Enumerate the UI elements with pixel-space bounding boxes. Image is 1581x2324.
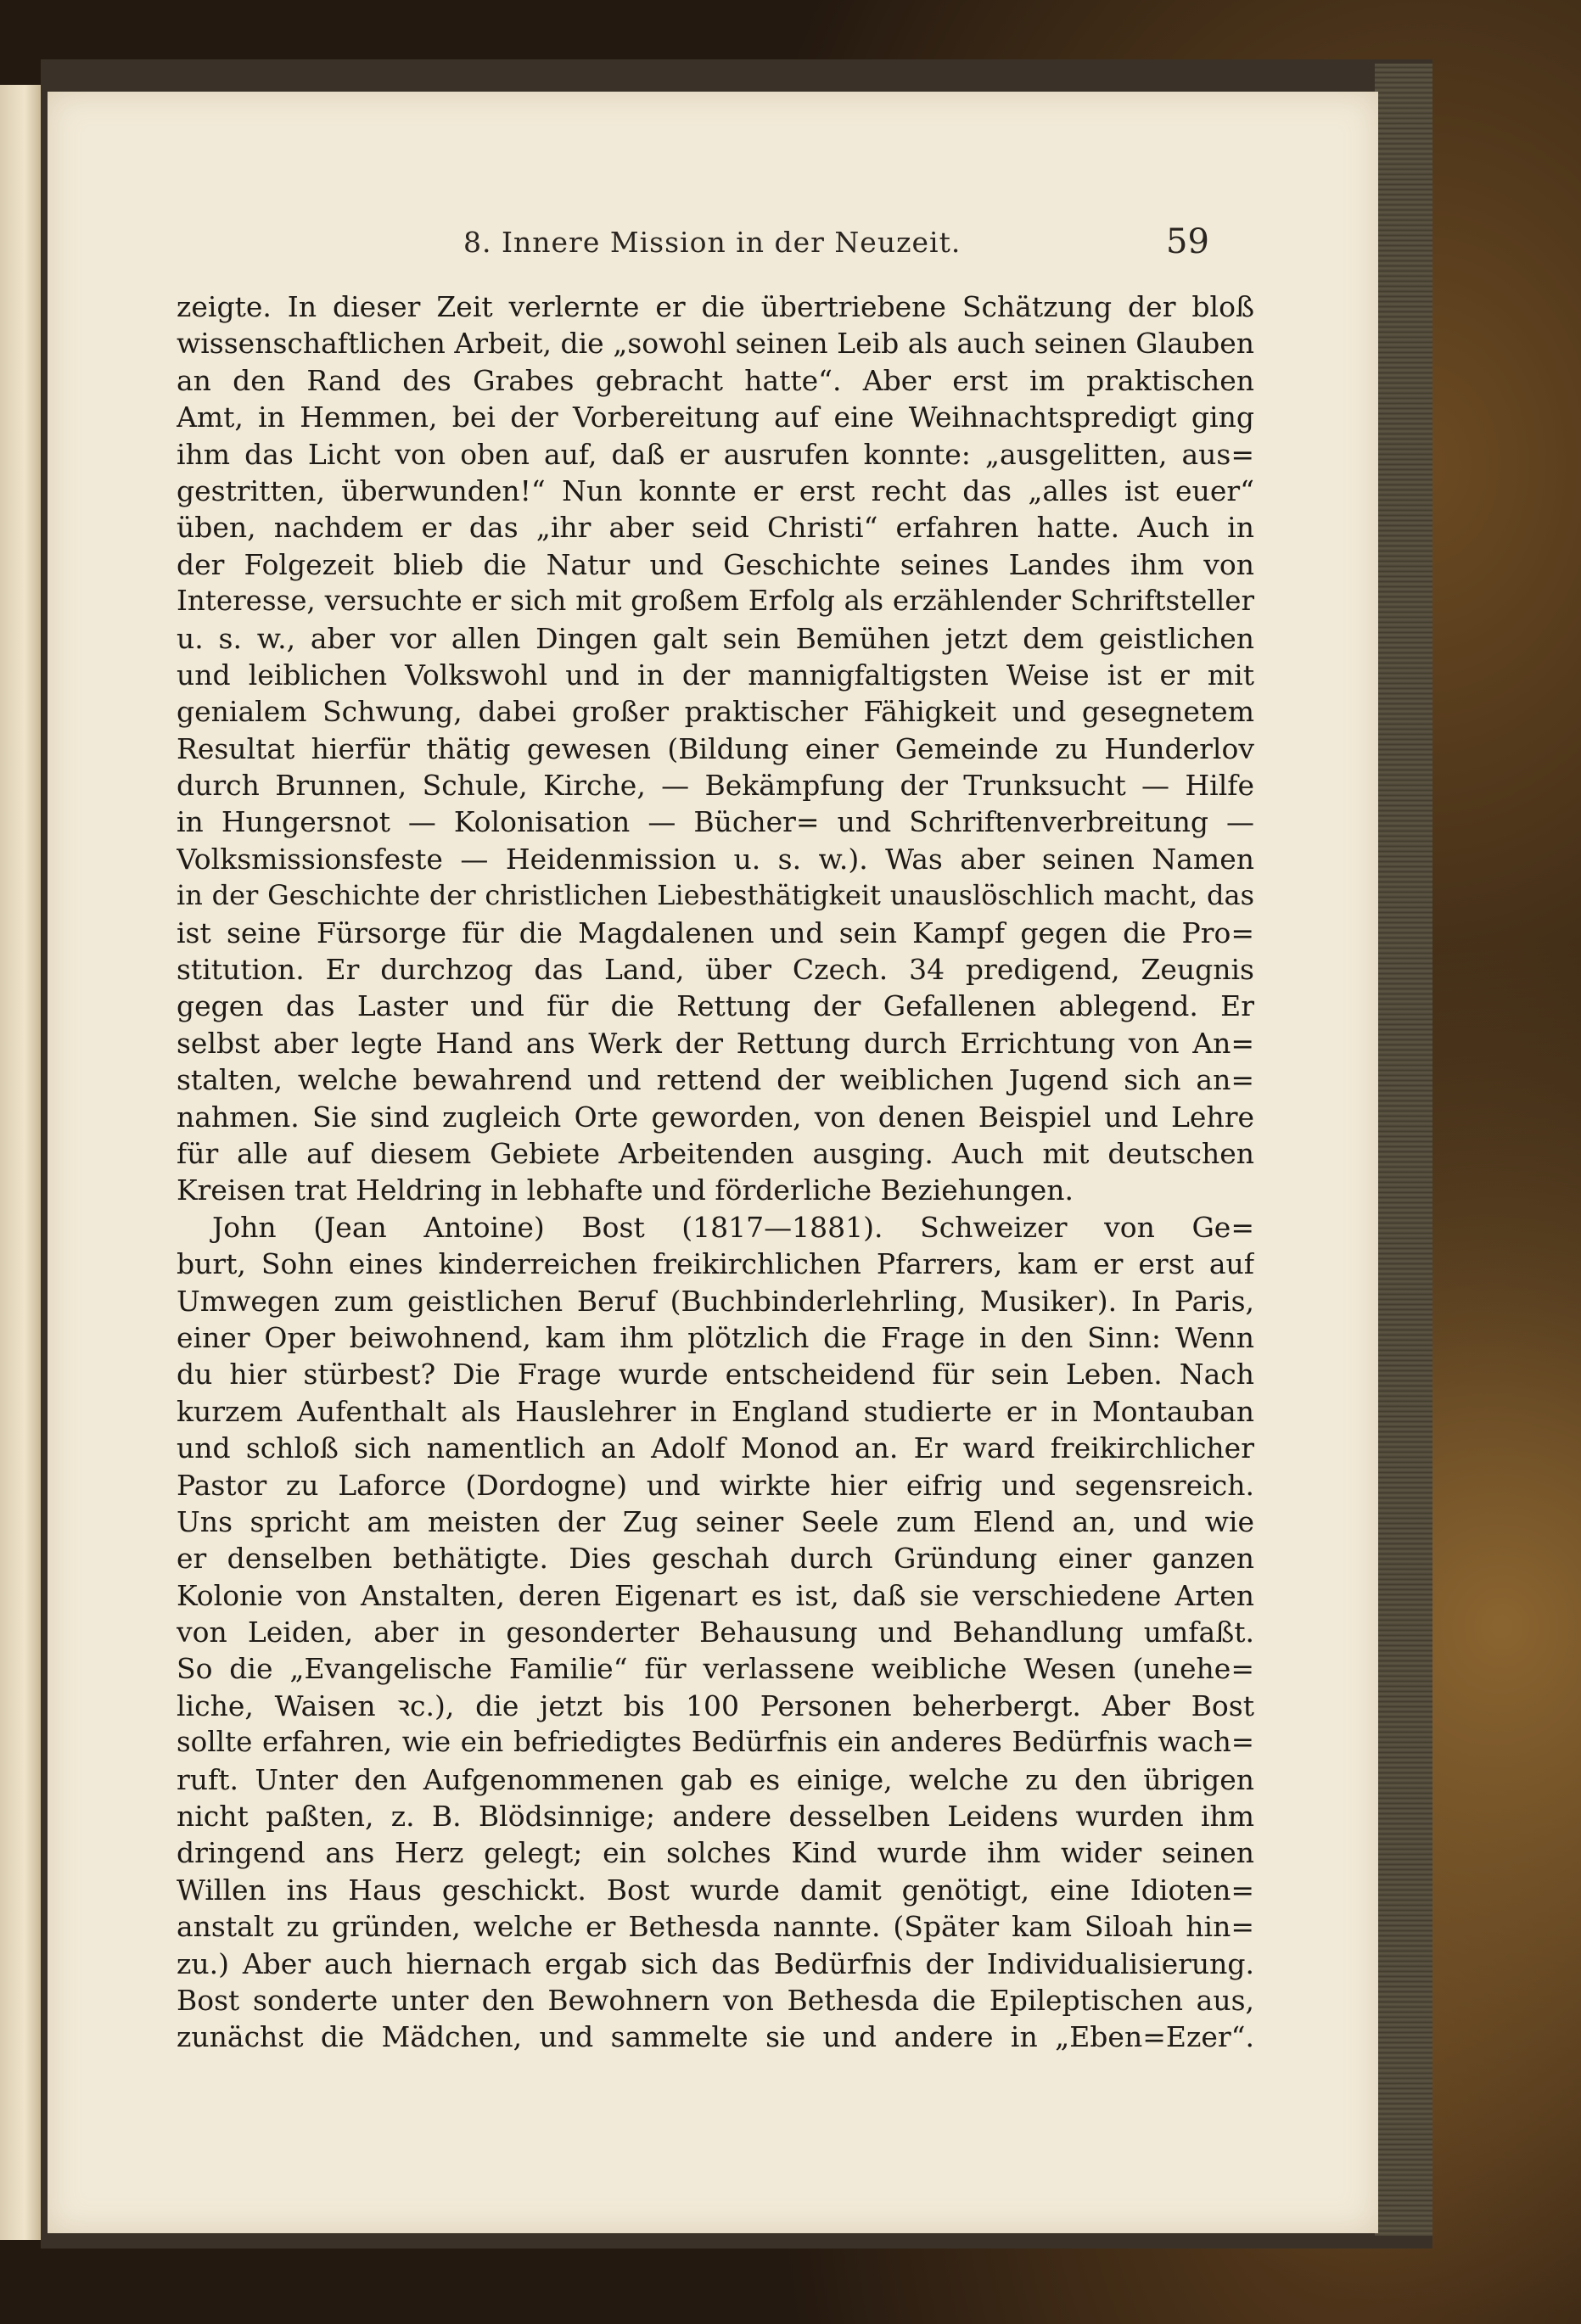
text-line: ihm das Licht von oben auf, daß er ausrufen konnte: „ausgelitten, aus= <box>177 437 1254 471</box>
running-header <box>48 221 1378 272</box>
text-line: selbst aber legte Hand ans Werk der Rettung durch Errichtung von An= <box>177 1026 1254 1060</box>
text-line: in Hungersnot — Kolonisation — Bücher= und Schriftenverbreitung — <box>177 805 1254 839</box>
text-line: Interesse, versuchte er sich mit großem Erfolg als erzählender Schriftsteller <box>177 585 1254 618</box>
text-line: Uns spricht am meisten der Zug seiner Seele zum Elend an, und wie <box>177 1504 1254 1538</box>
text-line: Kolonie von Anstalten, deren Eigenart es ist, daß sie verschiedene Arten <box>177 1578 1254 1612</box>
text-line: Willen ins Haus geschickt. Bost wurde damit genötigt, eine Idioten= <box>177 1873 1254 1907</box>
text-line: und leiblichen Volkswohl und in der mannigfaltigsten Weise ist er mit <box>177 658 1254 692</box>
text-line: sollte erfahren, wie ein befriedigtes Bedürfnis ein anderes Bedürfnis wach= <box>177 1726 1254 1759</box>
text-line: Kreisen trat Heldring in lebhafte und förderliche Beziehungen. <box>177 1173 1074 1207</box>
text-line: für alle auf diesem Gebiete Arbeitenden ausging. Auch mit deutschen <box>177 1136 1254 1170</box>
facing-page-edge <box>0 85 41 2240</box>
text-line: genialem Schwung, dabei großer praktischer Fähigkeit und gesegnetem <box>177 695 1254 729</box>
text-line: Pastor zu Laforce (Dordogne) und wirkte hier eifrig und segensreich. <box>177 1468 1254 1502</box>
text-line: üben, nachdem er das „ihr aber seid Christi“ erfahren hatte. Auch in <box>177 511 1254 545</box>
text-line: ist seine Fürsorge für die Magdalenen und sein Kampf gegen die Pro= <box>177 916 1254 949</box>
text-line: dringend ans Herz gelegt; ein solches Kind wurde ihm wider seinen <box>177 1836 1254 1870</box>
text-line: Volksmissionsfeste — Heidenmission u. s. w.). Was aber seinen Namen <box>177 842 1254 876</box>
text-line: Amt, in Hemmen, bei der Vorbereitung auf eine Weihnachtspredigt ging <box>177 400 1254 434</box>
text-line: gestritten, überwunden!“ Nun konnte er erst recht das „alles ist euer“ <box>177 473 1254 507</box>
text-line: du hier stürbest? Die Frage wurde entscheidend für sein Leben. Nach <box>177 1358 1254 1392</box>
text-line: liche, Waisen ꝛc.), die jetzt bis 100 Personen beherbergt. Aber Bost <box>177 1688 1254 1722</box>
text-line: zunächst die Mädchen, und sammelte sie und andere in „Eben=Ezer“. <box>177 2020 1254 2054</box>
text-line: an den Rand des Grabes gebracht hatte“. Aber erst im praktischen <box>177 363 1254 397</box>
text-line: nicht paßten, z. B. Blödsinnige; andere desselben Leidens wurden ihm <box>177 1800 1254 1834</box>
body-text <box>177 288 1254 2056</box>
text-line: zeigte. In dieser Zeit verlernte er die übertriebene Schätzung der bloß <box>177 290 1254 323</box>
text-line: zu.) Aber auch hiernach ergab sich das Bedürfnis der Individualisierung. <box>177 1946 1254 1980</box>
text-line: Umwegen zum geistlichen Beruf (Buchbinderlehrling, Musiker). In Paris, <box>177 1284 1254 1318</box>
text-line: anstalt zu gründen, welche er Bethesda nannte. (Später kam Siloah hin= <box>177 1910 1254 1944</box>
page-number: 59 <box>1166 222 1209 261</box>
text-line: ruft. Unter den Aufgenommenen gab es einige, welche zu den übrigen <box>177 1762 1254 1796</box>
text-line: Resultat hierfür thätig gewesen (Bildung einer Gemeinde zu Hunderlov <box>177 731 1254 765</box>
text-line: und schloß sich namentlich an Adolf Monod an. Er ward freikirchlicher <box>177 1431 1254 1465</box>
text-line: stitution. Er durchzog das Land, über Czech. 34 predigend, Zeugnis <box>177 953 1254 987</box>
text-line: wissenschaftlichen Arbeit, die „sowohl seinen Leib als auch seinen Glauben <box>177 327 1254 361</box>
text-line: stalten, welche bewahrend und rettend der weiblichen Jugend sich an= <box>177 1063 1254 1097</box>
text-line: durch Brunnen, Schule, Kirche, — Bekämpfung der Trunksucht — Hilfe <box>177 769 1254 803</box>
book-page <box>48 92 1378 2233</box>
text-line: von Leiden, aber in gesonderter Behausung und Behandlung umfaßt. <box>177 1616 1254 1649</box>
text-line: kurzem Aufenthalt als Hauslehrer in England studierte er in Montauban <box>177 1394 1254 1428</box>
book-binding-edge <box>1375 64 1432 2236</box>
running-title: 8. Innere Mission in der Neuzeit. <box>463 226 961 259</box>
text-line: So die „Evangelische Familie“ für verlassene weibliche Wesen (unehe= <box>177 1652 1254 1686</box>
text-line: John (Jean Antoine) Bost (1817—1881). Schweizer von Ge= <box>212 1210 1254 1244</box>
text-line: u. s. w., aber vor allen Dingen galt sein Bemühen jetzt dem geistlichen <box>177 621 1254 655</box>
text-line: nahmen. Sie sind zugleich Orte geworden, von denen Beispiel und Lehre <box>177 1100 1254 1134</box>
text-line: einer Oper beiwohnend, kam ihm plötzlich die Frage in den Sinn: Wenn <box>177 1320 1254 1354</box>
text-line: er denselben bethätigte. Dies geschah durch Gründung einer ganzen <box>177 1542 1254 1576</box>
text-line: gegen das Laster und für die Rettung der Gefallenen ablegend. Er <box>177 989 1254 1023</box>
text-line: burt, Sohn eines kinderreichen freikirchlichen Pfarrers, kam er erst auf <box>177 1247 1254 1281</box>
text-line: Bost sonderte unter den Bewohnern von Bethesda die Epileptischen aus, <box>177 1983 1254 2017</box>
text-line: der Folgezeit blieb die Natur und Geschichte seines Landes ihm von <box>177 547 1254 581</box>
text-line: in der Geschichte der christlichen Liebesthätigkeit unauslöschlich macht, das <box>177 879 1254 912</box>
